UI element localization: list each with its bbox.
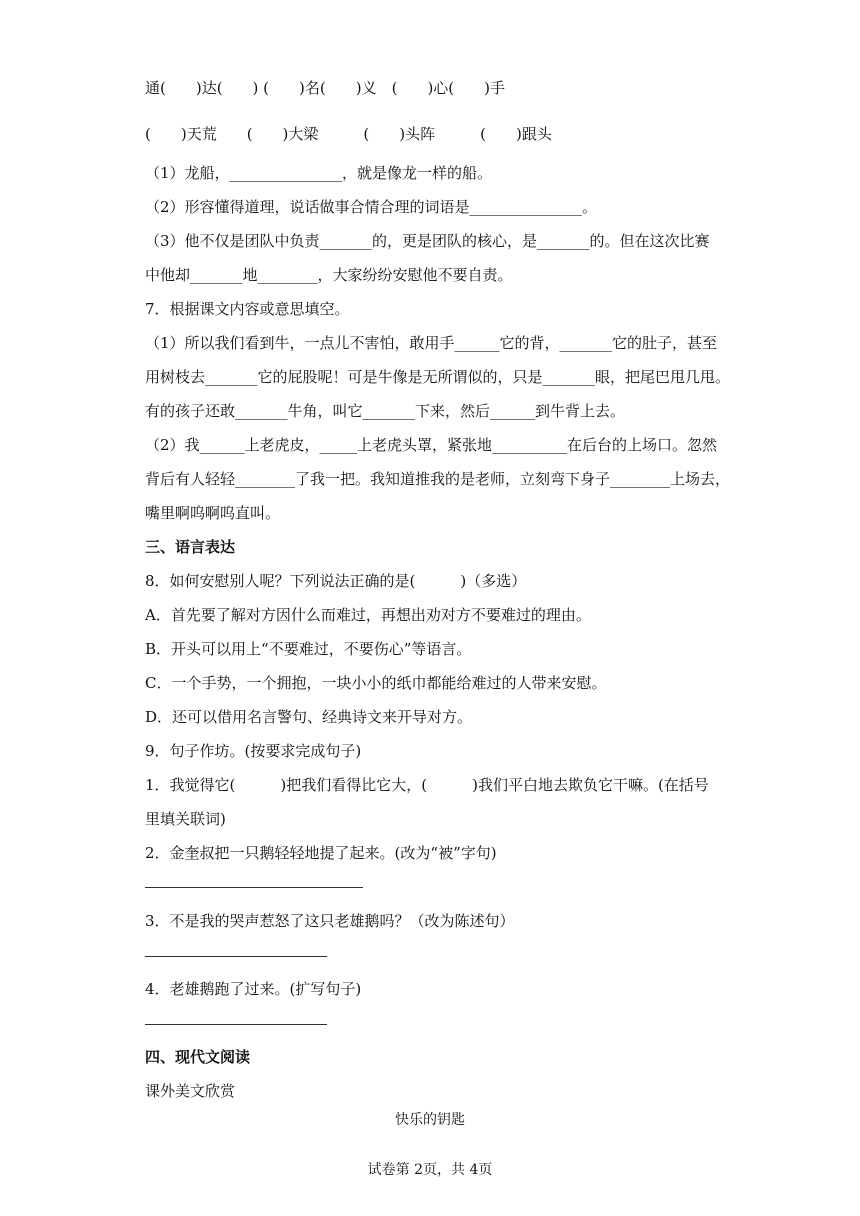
q9-item-2: 2．金奎叔把一只鹅轻轻地提了起来。(改为“被”字句) bbox=[145, 844, 497, 862]
q7-para2-line3: 嘴里啊呜啊呜直叫。 bbox=[145, 504, 281, 522]
section-4-heading: 四、现代文阅读 bbox=[145, 1048, 251, 1066]
q9-item-1a: 1．我觉得它( )把我们看得比它大，( )我们平白地去欺负它干嘛。(在括号 bbox=[145, 776, 709, 794]
q9-item-3: 3．不是我的哭声惹怒了这只老雄鹅吗？（改为陈述句） bbox=[145, 912, 515, 930]
page-footer: 试卷第 2页，共 4页 bbox=[367, 1162, 493, 1178]
q7-para2-line2: 背后有人轻轻________了我一把。我知道推我的是老师，立刻弯下身子________上场去， bbox=[145, 470, 731, 488]
q6-sentence-3b: 中他却_______地________，大家纷纷安慰他不要自责。 bbox=[145, 266, 513, 284]
answer-line-3 bbox=[145, 956, 327, 957]
q6-sentence-1: （1）龙船，_______________，就是像龙一样的船。 bbox=[145, 164, 493, 182]
passage-title: 快乐的钥匙 bbox=[395, 1112, 465, 1128]
answer-line-2 bbox=[145, 887, 363, 888]
q9-item-4: 4．老雄鹅跑了过来。(扩写句子) bbox=[145, 980, 362, 998]
q6-sentence-2: （2）形容懂得道理，说话做事合情合理的词语是_______________。 bbox=[145, 198, 598, 216]
q9-title: 9．句子作坊。(按要求完成句子) bbox=[145, 742, 362, 760]
q7-para1-line3: 有的孩子还敢_______牛角，叫它_______下来，然后______到牛背上去。 bbox=[145, 402, 626, 420]
q9-item-1b: 里填关联词) bbox=[145, 810, 226, 828]
section-3-heading: 三、语言表达 bbox=[145, 538, 236, 556]
idiom-row-2: ( )天荒 ( )大梁 ( )头阵 ( )跟头 bbox=[145, 125, 552, 143]
q7-para1-line1: （1）所以我们看到牛，一点儿不害怕，敢用手______它的背，_______它的肚子，甚至 bbox=[145, 334, 718, 352]
q8-option-b: B．开头可以用上“不要难过，不要伤心”等语言。 bbox=[145, 640, 472, 658]
q6-sentence-3a: （3）他不仅是团队中负责_______的，更是团队的核心，是_______的。但在这次比赛 bbox=[145, 232, 710, 250]
section-4-subheading: 课外美文欣赏 bbox=[145, 1082, 236, 1100]
q8-option-d: D．还可以借用名言警句、经典诗文来开导对方。 bbox=[145, 708, 473, 726]
q8-question: 8．如何安慰别人呢？下列说法正确的是( )（多选） bbox=[145, 572, 527, 590]
idiom-row-1: 通( )达( ) ( )名( )义 ( )心( )手 bbox=[145, 79, 505, 97]
q8-option-a: A．首先要了解对方因什么而难过，再想出劝对方不要难过的理由。 bbox=[145, 606, 591, 624]
q8-option-c: C．一个手势，一个拥抱，一块小小的纸巾都能给难过的人带来安慰。 bbox=[145, 674, 607, 692]
q7-title: 7．根据课文内容或意思填空。 bbox=[145, 300, 350, 318]
answer-line-4 bbox=[145, 1024, 327, 1025]
q7-para2-line1: （2）我______上老虎皮，_____上老虎头罩，紧张地__________在后台的上场口。忽然 bbox=[145, 436, 718, 454]
q7-para1-line2: 用树枝去_______它的屁股呢！可是牛像是无所谓似的，只是_______眼，把尾巴甩几甩。 bbox=[145, 368, 731, 386]
